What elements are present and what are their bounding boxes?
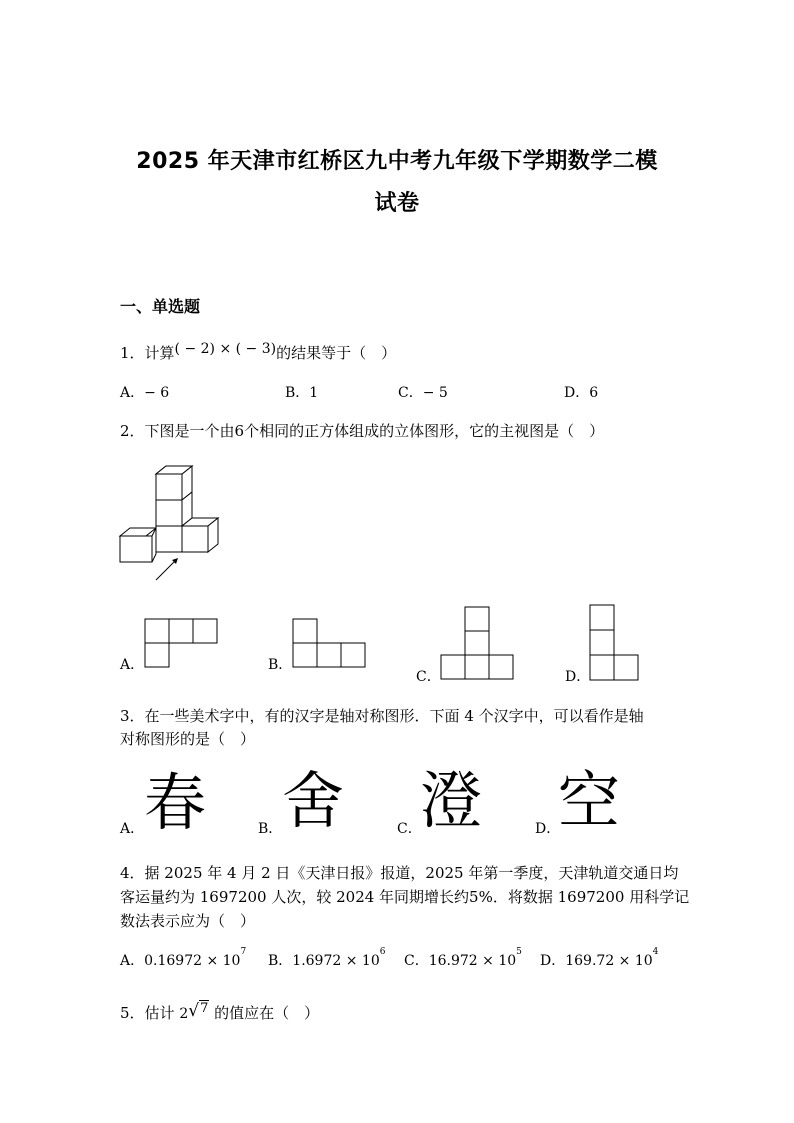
q1-option-b: B．1 [285, 385, 319, 401]
q4-option-a: A．$0.16972 \times 10^7$ [120, 947, 247, 969]
q2-option-a-label: A． [120, 657, 145, 673]
q3-option-a-label: A． [120, 821, 145, 837]
question-4-line1: 4．据 2025 年 4 月 2 日《天津日报》报道，2025 年第一季度，天津轨道交通日均 [120, 864, 679, 882]
q3-option-b-char: 舍 [282, 764, 345, 837]
section-heading: 一、单选题 [120, 297, 201, 316]
q3-option-b-label: B． [258, 821, 283, 837]
q1-option-d: D．6 [564, 385, 599, 401]
question-3-line2: 对称图形的是（ ） [120, 730, 256, 748]
q2-option-d-label: D． [565, 669, 591, 685]
q2-option-b-figure [292, 618, 368, 670]
q5-radical-expression: 2√7 [179, 1001, 209, 1022]
q2-option-b-label: B． [268, 657, 293, 673]
q4-option-c: C．$16.972 \times 10^5$ [404, 947, 522, 969]
q3-option-d-char: 空 [558, 764, 621, 837]
q4-option-b: B．$1.6972 \times 10^6$ [268, 947, 386, 969]
question-2: 2．下图是一个由6个相同的正方体组成的立体图形，它的主视图是（ ） [120, 422, 605, 440]
page-title: 2025 年天津市红桥区九中考九年级下学期数学二模 [136, 149, 658, 174]
question-4-line2: 客运量约为 1697200 人次，较 2024 年同期增长约5%．将数据 1697200 用科学记 [120, 888, 690, 906]
q2-option-d-figure [589, 604, 641, 682]
q2-option-a-figure [144, 618, 220, 670]
q3-option-c-label: C． [397, 821, 422, 837]
q3-option-c-char: 澄 [420, 764, 483, 837]
q1-suffix: 的结果等于（ ） [276, 344, 397, 362]
q3-option-a-char: 春 [144, 766, 207, 839]
q1-option-c: C．− 5 [398, 385, 448, 401]
question-3-line1: 3．在一些美术字中，有的汉字是轴对称图形．下面 4 个汉字中，可以看作是轴 [120, 707, 644, 725]
question-4-line3: 数法表示应为（ ） [120, 912, 256, 930]
q2-option-c-figure [440, 606, 516, 682]
question-1 [120, 342, 396, 363]
cube-stack-figure [116, 460, 226, 582]
q1-option-a: A．− 6 [120, 385, 170, 401]
q4-option-d: D．$169.72 \times 10^4$ [540, 947, 659, 969]
q3-option-d-label: D． [535, 821, 561, 837]
page-title-line2: 试卷 [374, 191, 420, 216]
q2-option-c-label: C． [416, 669, 441, 685]
q1-expression: ( − 2) × ( − 3) [174, 341, 277, 357]
q5-suffix: 的值应在（ ） [214, 1004, 320, 1022]
q5-prefix: 5．估计 [120, 1004, 175, 1022]
q1-prefix: 1．计算 [120, 344, 175, 362]
question-5 [120, 1002, 319, 1023]
